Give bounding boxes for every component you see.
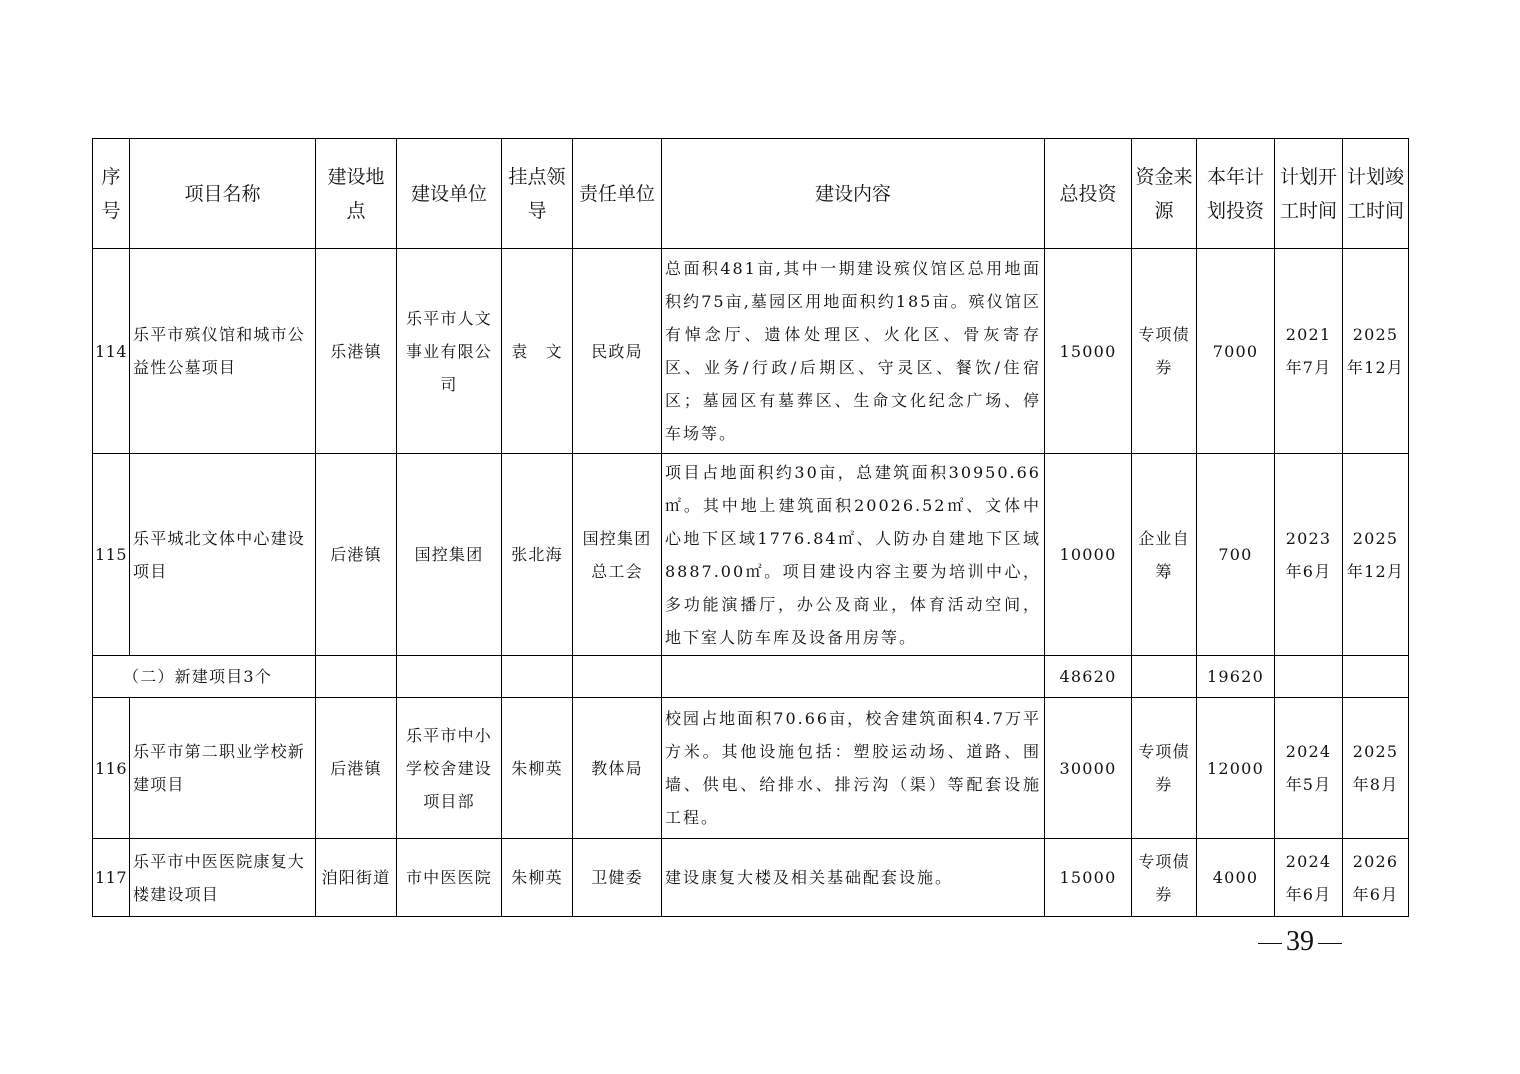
row-end-time: 2025年8月 xyxy=(1343,698,1409,839)
header-project-name: 项目名称 xyxy=(130,139,316,249)
row-project-name: 乐平市殡仪馆和城市公益性公墓项目 xyxy=(130,249,316,454)
header-start-time: 计划开工时间 xyxy=(1275,139,1343,249)
row-leader: 袁 文 xyxy=(502,249,573,454)
row-fund-source: 专项债券 xyxy=(1132,249,1197,454)
row-responsible: 教体局 xyxy=(573,698,662,839)
header-fund-source: 资金来源 xyxy=(1132,139,1197,249)
header-builder: 建设单位 xyxy=(397,139,502,249)
row-start-time: 2021年7月 xyxy=(1275,249,1343,454)
row-seq: 115 xyxy=(93,454,130,656)
row-seq: 117 xyxy=(93,839,130,917)
row-builder: 国控集团 xyxy=(397,454,502,656)
row-total-investment: 30000 xyxy=(1045,698,1132,839)
header-location: 建设地点 xyxy=(316,139,397,249)
row-seq: 116 xyxy=(93,698,130,839)
row-seq: 114 xyxy=(93,249,130,454)
section-empty-cell xyxy=(1343,656,1409,698)
row-content: 建设康复大楼及相关基础配套设施。 xyxy=(662,839,1045,917)
row-fund-source: 企业自筹 xyxy=(1132,454,1197,656)
row-start-time: 2023年6月 xyxy=(1275,454,1343,656)
row-annual-investment: 7000 xyxy=(1197,249,1275,454)
row-leader: 朱柳英 xyxy=(502,698,573,839)
row-responsible: 国控集团总工会 xyxy=(573,454,662,656)
row-total-investment: 15000 xyxy=(1045,839,1132,917)
row-leader: 朱柳英 xyxy=(502,839,573,917)
row-annual-investment: 12000 xyxy=(1197,698,1275,839)
row-annual-investment: 700 xyxy=(1197,454,1275,656)
row-total-investment: 10000 xyxy=(1045,454,1132,656)
row-project-name: 乐平市第二职业学校新建项目 xyxy=(130,698,316,839)
header-end-time: 计划竣工时间 xyxy=(1343,139,1409,249)
row-end-time: 2026年6月 xyxy=(1343,839,1409,917)
table-row xyxy=(93,249,1409,454)
page-number-dash-right xyxy=(1318,943,1342,944)
row-project-name: 乐平城北文体中心建设项目 xyxy=(130,454,316,656)
header-leader: 挂点领导 xyxy=(502,139,573,249)
row-project-name: 乐平市中医医院康复大楼建设项目 xyxy=(130,839,316,917)
section-empty-cell xyxy=(397,656,502,698)
row-fund-source: 专项债券 xyxy=(1132,698,1197,839)
section-empty-cell xyxy=(573,656,662,698)
section-empty-cell xyxy=(1275,656,1343,698)
table-row xyxy=(93,454,1409,656)
page-number xyxy=(1250,926,1350,958)
row-leader: 张北海 xyxy=(502,454,573,656)
row-total-investment: 15000 xyxy=(1045,249,1132,454)
header-annual-investment: 本年计划投资 xyxy=(1197,139,1275,249)
header-content: 建设内容 xyxy=(662,139,1045,249)
header-responsible: 责任单位 xyxy=(573,139,662,249)
row-content: 校园占地面积70.66亩，校舍建筑面积4.7万平方米。其他设施包括：塑胶运动场、道路、围墙、供电、给排水、排污沟（渠）等配套设施工程。 xyxy=(662,698,1045,839)
table-header-row xyxy=(93,139,1409,249)
row-content: 项目占地面积约30亩，总建筑面积30950.66㎡。其中地上建筑面积20026.52㎡、文体中心地下区域1776.84㎡、人防办自建地下区域8887.00㎡。项目建设内容主要为培训中心，多功能演播厅，办公及商业，体育活动空间，地下室人防车库及设备用房等。 xyxy=(662,454,1045,656)
section-empty-cell xyxy=(1132,656,1197,698)
row-location: 洎阳街道 xyxy=(316,839,397,917)
row-location: 后港镇 xyxy=(316,698,397,839)
row-builder: 乐平市人文事业有限公司 xyxy=(397,249,502,454)
row-annual-investment: 4000 xyxy=(1197,839,1275,917)
row-content: 总面积481亩,其中一期建设殡仪馆区总用地面积约75亩,墓园区用地面积约185亩。殡仪馆区有悼念厅、遗体处理区、火化区、骨灰寄存区、业务/行政/后期区、守灵区、餐饮/住宿区；墓园区有墓葬区、生命文化纪念广场、停车场等。 xyxy=(662,249,1045,454)
table-row xyxy=(93,698,1409,839)
row-location: 乐港镇 xyxy=(316,249,397,454)
section-label: （二）新建项目3个 xyxy=(93,656,316,698)
page-number-dash-left xyxy=(1258,943,1282,944)
row-responsible: 卫健委 xyxy=(573,839,662,917)
section-empty-cell xyxy=(662,656,1045,698)
row-end-time: 2025年12月 xyxy=(1343,454,1409,656)
page-number-value: 39 xyxy=(1286,926,1314,957)
section-empty-cell xyxy=(502,656,573,698)
row-builder: 市中医医院 xyxy=(397,839,502,917)
row-start-time: 2024年5月 xyxy=(1275,698,1343,839)
table-row xyxy=(93,839,1409,917)
section-annual-investment: 19620 xyxy=(1197,656,1275,698)
row-end-time: 2025年12月 xyxy=(1343,249,1409,454)
row-responsible: 民政局 xyxy=(573,249,662,454)
header-seq: 序号 xyxy=(93,139,130,249)
section-empty-cell xyxy=(316,656,397,698)
row-start-time: 2024年6月 xyxy=(1275,839,1343,917)
section-total-investment: 48620 xyxy=(1045,656,1132,698)
row-fund-source: 专项债券 xyxy=(1132,839,1197,917)
row-builder: 乐平市中小学校舍建设项目部 xyxy=(397,698,502,839)
project-table xyxy=(92,138,1409,917)
section-row xyxy=(93,656,1409,698)
header-total-investment: 总投资 xyxy=(1045,139,1132,249)
row-location: 后港镇 xyxy=(316,454,397,656)
